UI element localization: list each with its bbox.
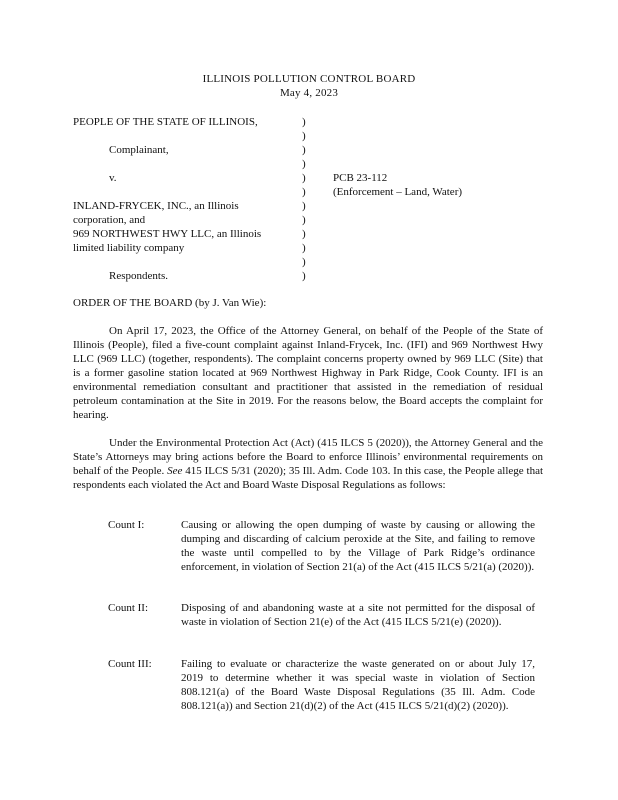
paren: ) [302,116,306,128]
defendant-1-line-2: corporation, and [73,214,146,226]
see-signal: See [167,465,183,477]
authority-text-b: 415 ILCS 5/31 (2020); 35 Ill. Adm. Code 103. In this case, the People allege that respondents each violated the Act and Board Waste Disposal Regulations as follows: [73,465,544,491]
count-label: Count I: [108,519,145,531]
paren: ) [302,270,306,282]
case-type: (Enforcement – Land, Water) [333,186,463,198]
order-date: May 4, 2023 [279,87,339,99]
order-heading: ORDER OF THE BOARD (by J. Van Wie): [73,297,267,309]
case-caption [73,115,543,285]
case-number: PCB 23-112 [333,172,388,184]
paren: ) [302,172,306,184]
count-item [108,518,535,574]
paren: ) [302,214,306,226]
paragraph-authority [73,436,543,492]
count-text: Failing to evaluate or characterize the waste generated on or about July 17, 2019 to determine whether it was special waste in violation of Section 808.121(a) of the Board Waste Disposal Regulations (35 Ill. Adm. Code 808.121(a)) and Section 21(d)(2) of the Act (415 ILCS 5/21(d)(2) (2020)). [181,658,535,712]
defendant-1-line-1: INLAND-FRYCEK, INC., an Illinois [73,200,239,212]
count-item [108,601,535,629]
paren: ) [302,242,306,254]
paren: ) [302,130,306,142]
board-name: ILLINOIS POLLUTION CONTROL BOARD [202,73,416,85]
caption-parties [73,115,298,283]
plaintiff-role: Complainant, [109,144,169,156]
count-text: Disposing of and abandoning waste at a site not permitted for the disposal of waste in violation of Section 21(e) of the Act (415 ILCS 5/21(e) (2020)). [181,602,535,628]
count-item [108,657,535,713]
count-label: Count II: [108,602,149,614]
paren: ) [302,144,306,156]
paren: ) [302,186,306,198]
count-text: Causing or allowing the open dumping of waste by causing or allowing the dumping and discarding of calcium peroxide at the Site, and failing to remove the waste until compelled to by the Village of Park Ridge’s ordinance enforcement, in violation of Section 21(a) of the Act (415 ILCS 5/21(a) (2020)). [181,519,535,573]
plaintiff-name: PEOPLE OF THE STATE OF ILLINOIS, [73,116,258,128]
paren: ) [302,228,306,240]
paren: ) [302,256,306,268]
authority-text-a: Under the Environmental Protection Act (Act) (415 ILCS 5 (2020)), the Attorney General and the State’s Attorneys may bring actions before the Board to enforce Illinois’ environmental requirements on behalf of the People. [73,437,543,477]
paren: ) [302,200,306,212]
count-label: Count III: [108,658,152,670]
defendant-role: Respondents. [109,270,168,282]
versus: v. [109,172,117,184]
caption-parentheses [302,115,312,283]
defendant-2-line-2: limited liability company [73,242,185,254]
document-header [0,72,618,100]
defendant-2-line-1: 969 NORTHWEST HWY LLC, an Illinois [73,228,262,240]
case-info [333,171,543,199]
paragraph-complaint: On April 17, 2023, the Office of the Attorney General, on behalf of the People of the State of Illinois (People), filed a five-count complaint against Inland-Frycek, Inc. (IFI) and 969 Northwest Hwy LLC (969 LLC) (together, respondents). The complaint concerns property owned by 969 LLC (Site) that is a former gasoline station located at 969 Northwest Highway in Park Ridge, Cook County. IFI is an environmental remediation consultant and practitioner that assisted in the remediation of residual petroleum contamination at the Site in 2019. For the reasons below, the Board accepts the complaint for hearing. [73,325,543,421]
paren: ) [302,158,306,170]
